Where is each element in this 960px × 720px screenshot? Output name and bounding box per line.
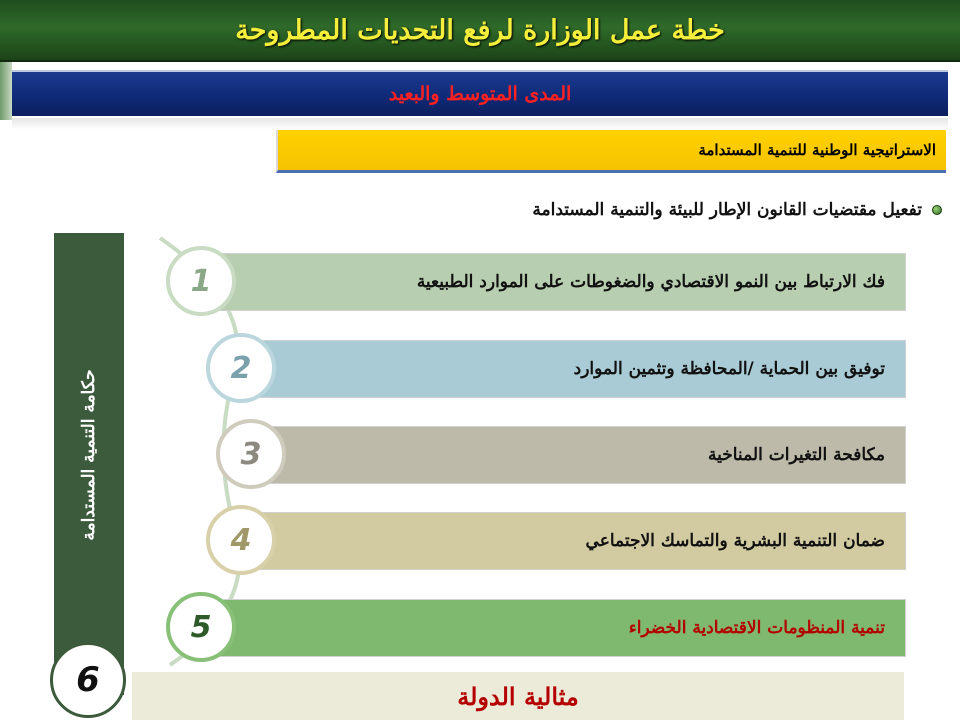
strategy-label: الاستراتيجية الوطنية للتنمية المستدامة [698, 141, 936, 159]
list-item-1-bar [200, 253, 906, 311]
list-item-5-bar [200, 599, 906, 657]
list-item-1-number-badge [166, 246, 236, 316]
footer-text: مثالية الدولة [457, 681, 579, 711]
list-item-2-text: توفيق بين الحماية /المحافظة وتثمين الموارد [573, 359, 885, 379]
list-item-5-text: تنمية المنظومات الاقتصادية الخضراء [628, 618, 885, 638]
list-item-4-number-badge [206, 505, 276, 575]
list-item-2-bar [240, 340, 906, 398]
list-item-3-number: 3 [240, 436, 262, 472]
list-item-2-number: 2 [230, 350, 252, 386]
list-item-4-bar [240, 512, 906, 570]
list-item-2-number-badge [206, 333, 276, 403]
intro-text: تفعيل مقتضيات القانون الإطار للبيئة والتنمية المستدامة [532, 200, 922, 220]
list-item-3-number-badge [216, 419, 286, 489]
side-panel-number: 6 [76, 660, 100, 700]
list-item-1-text: فك الارتباط بين النمو الاقتصادي والضغوطات على الموارد الطبيعية [416, 272, 885, 292]
list-item-4-text: ضمان التنمية البشرية والتماسك الاجتماعي [585, 531, 885, 551]
side-panel-label: حكامة التنمية المستدامة [79, 369, 99, 541]
page-title: خطة عمل الوزارة لرفع التحديات المطروحة [235, 14, 725, 46]
footer-bar [132, 672, 904, 720]
list-item-5-number-badge [166, 592, 236, 662]
side-panel-number-badge [50, 642, 126, 718]
list-item-3-bar [250, 426, 906, 484]
list-item-3-text: مكافحة التغيرات المناخية [708, 445, 885, 465]
subtitle-text: المدى المتوسط والبعيد [388, 83, 572, 105]
list-item-5-number: 5 [190, 609, 212, 645]
list-item-1-number: 1 [190, 263, 212, 299]
list-item-4-number: 4 [230, 522, 252, 558]
